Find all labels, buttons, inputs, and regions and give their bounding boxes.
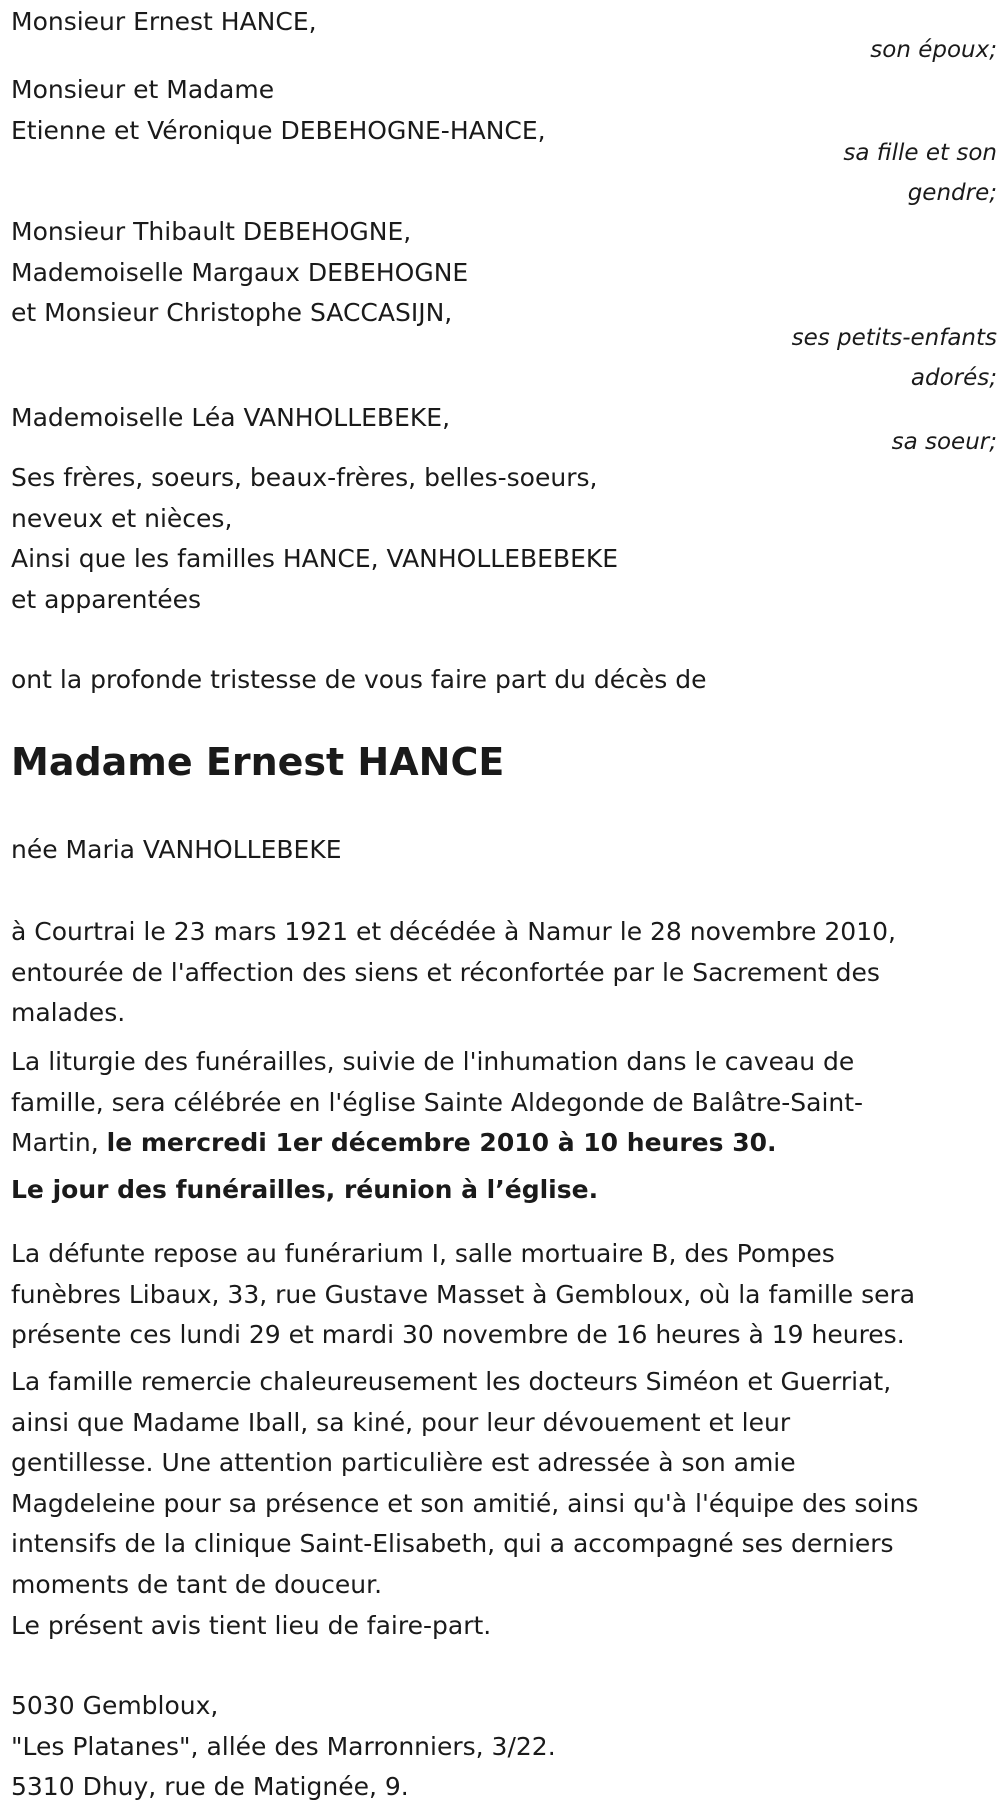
paragraph-line: malades. bbox=[11, 998, 126, 1027]
sister-name: Mademoiselle Léa VANHOLLEBEKE, bbox=[11, 403, 451, 432]
daughter-line: Monsieur et Madame bbox=[11, 75, 275, 104]
others-line: neveux et nièces, bbox=[11, 503, 233, 533]
paragraph-line: La défunte repose au funérarium I, salle mortuaire B, des Pompes bbox=[11, 1239, 835, 1268]
funeral-text: Martin, bbox=[11, 1128, 107, 1157]
others-line: Ses frères, soeurs, beaux-frères, belles-soeurs, bbox=[11, 463, 598, 492]
paragraph-line: ainsi que Madame Iball, sa kiné, pour leur dévouement et leur bbox=[11, 1407, 791, 1437]
birth-name: née Maria VANHOLLEBEKE bbox=[11, 835, 342, 864]
paragraph-line: gentillesse. Une attention particulière est adressée à son amie bbox=[11, 1448, 796, 1477]
paragraph-line bbox=[11, 1123, 986, 1164]
funeral-date: le mercredi 1er décembre 2010 à 10 heures 30. bbox=[106, 1128, 777, 1157]
thanks-paragraph bbox=[11, 1362, 986, 1605]
address-line: "Les Platanes", allée des Marronniers, 3/22. bbox=[11, 1731, 556, 1761]
birth-death-paragraph bbox=[11, 912, 986, 1034]
grandchildren-role-line: ses petits-enfants bbox=[791, 325, 997, 351]
paragraph-line: intensifs de la clinique Saint-Elisabeth, qui a accompagné ses derniers bbox=[11, 1529, 894, 1558]
grandchild-line: Mademoiselle Margaux DEBEHOGNE bbox=[11, 257, 469, 287]
others-block bbox=[11, 458, 618, 620]
announcement-text: ont la profonde tristesse de vous faire part du décès de bbox=[11, 665, 707, 694]
daughter-line: Etienne et Véronique DEBEHOGNE-HANCE, bbox=[11, 115, 546, 145]
others-line: Ainsi que les familles HANCE, VANHOLLEBEBEKE bbox=[11, 544, 619, 573]
paragraph-line: funèbres Libaux, 33, rue Gustave Masset à Gembloux, où la famille sera bbox=[11, 1279, 916, 1309]
daughter-role bbox=[843, 133, 997, 213]
daughter-role-line: gendre; bbox=[907, 180, 997, 206]
repose-paragraph bbox=[11, 1234, 986, 1356]
grandchild-line: Monsieur Thibault DEBEHOGNE, bbox=[11, 217, 412, 246]
grandchildren-block bbox=[11, 212, 468, 334]
paragraph-line: La liturgie des funérailles, suivie de l'inhumation dans le caveau de bbox=[11, 1047, 855, 1076]
paragraph-line: La famille remercie chaleureusement les docteurs Siméon et Guerriat, bbox=[11, 1367, 892, 1396]
address-line: 5310 Dhuy, rue de Matignée, 9. bbox=[11, 1772, 409, 1801]
daughter-block bbox=[11, 70, 546, 151]
spouse-name: Monsieur Ernest HANCE, bbox=[11, 7, 317, 36]
address-line: 5030 Gembloux, bbox=[11, 1691, 219, 1720]
grandchild-line: et Monsieur Christophe SACCASIJN, bbox=[11, 298, 453, 327]
sister-role: sa soeur; bbox=[891, 429, 997, 455]
daughter-role-line: sa fille et son bbox=[843, 140, 997, 166]
addresses-block bbox=[11, 1686, 556, 1808]
others-line: et apparentées bbox=[11, 584, 202, 614]
reunion-text: Le jour des funérailles, réunion à l’église. bbox=[11, 1175, 599, 1204]
paragraph-line: famille, sera célébrée en l'église Sainte Aldegonde de Balâtre-Saint- bbox=[11, 1087, 864, 1117]
paragraph-line: entourée de l'affection des siens et réconfortée par le Sacrement des bbox=[11, 957, 880, 987]
spouse-role: son époux; bbox=[870, 37, 997, 63]
funeral-paragraph bbox=[11, 1042, 986, 1164]
notice-text: Le présent avis tient lieu de faire-part. bbox=[11, 1611, 492, 1640]
grandchildren-role bbox=[792, 318, 997, 398]
paragraph-line: moments de tant de douceur. bbox=[11, 1569, 383, 1599]
paragraph-line: présente ces lundi 29 et mardi 30 novembre de 16 heures à 19 heures. bbox=[11, 1320, 905, 1349]
deceased-name: Madame Ernest HANCE bbox=[11, 740, 505, 784]
paragraph-line: Magdeleine pour sa présence et son amitié, ainsi qu'à l'équipe des soins bbox=[11, 1488, 919, 1518]
paragraph-line: à Courtrai le 23 mars 1921 et décédée à Namur le 28 novembre 2010, bbox=[11, 917, 896, 946]
grandchildren-role-line: adorés; bbox=[910, 365, 997, 391]
